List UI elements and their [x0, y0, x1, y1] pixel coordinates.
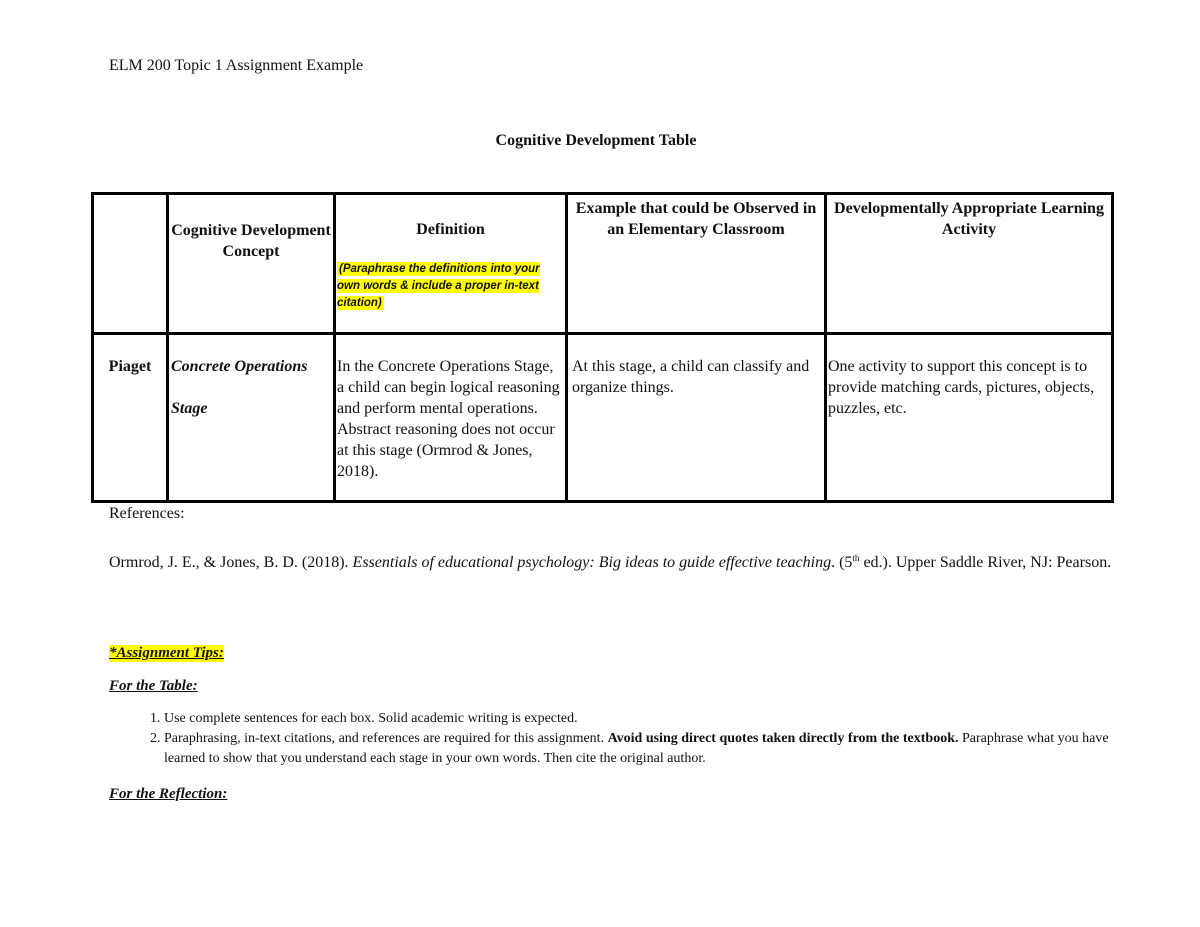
reference-authors: Ormrod, J. E., & Jones, B. D. (2018). [109, 554, 353, 571]
activity-cell: One activity to support this concept is to provide matching cards, pictures, objects, puzzles, etc. [826, 334, 1113, 502]
cognitive-development-table [91, 192, 1114, 503]
list-item [164, 729, 1124, 769]
tip-text: Use complete sentences for each box. Solid academic writing is expected. [164, 711, 578, 726]
header-activity: Developmentally Appropriate Learning Activity [826, 194, 1113, 334]
document-header: ELM 200 Topic 1 Assignment Example [109, 57, 364, 74]
header-definition-label: Definition [416, 221, 485, 238]
reference-publisher: ed.). Upper Saddle River, NJ: Pearson. [859, 554, 1112, 571]
tip-emphasis: Avoid using direct quotes taken directly from the textbook. [607, 731, 959, 746]
table-header-row [93, 194, 1113, 334]
tip-text-continued: Paraphrase what you have learned to show that you understand each stage in your own words. Then cite the original author. [164, 731, 1109, 766]
table-tips-list [109, 709, 1124, 769]
table-tips-heading: For the Table: [109, 678, 198, 694]
header-definition [335, 194, 567, 334]
table-row [93, 334, 1113, 502]
list-item [164, 709, 1124, 729]
reference-title: Essentials of educational psychology: Big ideas to guide effective teaching [352, 554, 832, 571]
header-example: Example that could be Observed in an Elementary Classroom [567, 194, 826, 334]
concept-name-continued: Stage [171, 400, 208, 417]
reference-entry [109, 548, 1144, 573]
reflection-tips-heading: For the Reflection: [109, 786, 228, 802]
tip-text: Paraphrasing, in-text citations, and references are required for this assignment. [164, 731, 608, 746]
example-cell: At this stage, a child can classify and organize things. [567, 334, 826, 502]
assignment-tips-heading: *Assignment Tips: [109, 645, 224, 661]
definition-cell: In the Concrete Operations Stage, a child can begin logical reasoning and perform mental operations. Abstract reasoning does not occur at this stage (Ormrod & Jones, 2018). [335, 334, 567, 502]
concept-cell [168, 334, 335, 502]
references-label: References: [109, 505, 185, 522]
concept-name: Concrete Operations [171, 358, 308, 375]
reference-edition-superscript: th [852, 553, 860, 563]
theorist-cell: Piaget [93, 334, 168, 502]
reference-edition-prefix: . (5 [831, 554, 853, 571]
page-title: Cognitive Development Table [495, 132, 697, 149]
header-empty-cell [93, 194, 168, 334]
definition-instruction-note: (Paraphrase the definitions into your own words & include a proper in-text citation) [337, 263, 540, 309]
header-concept: Cognitive Development Concept [168, 194, 335, 334]
